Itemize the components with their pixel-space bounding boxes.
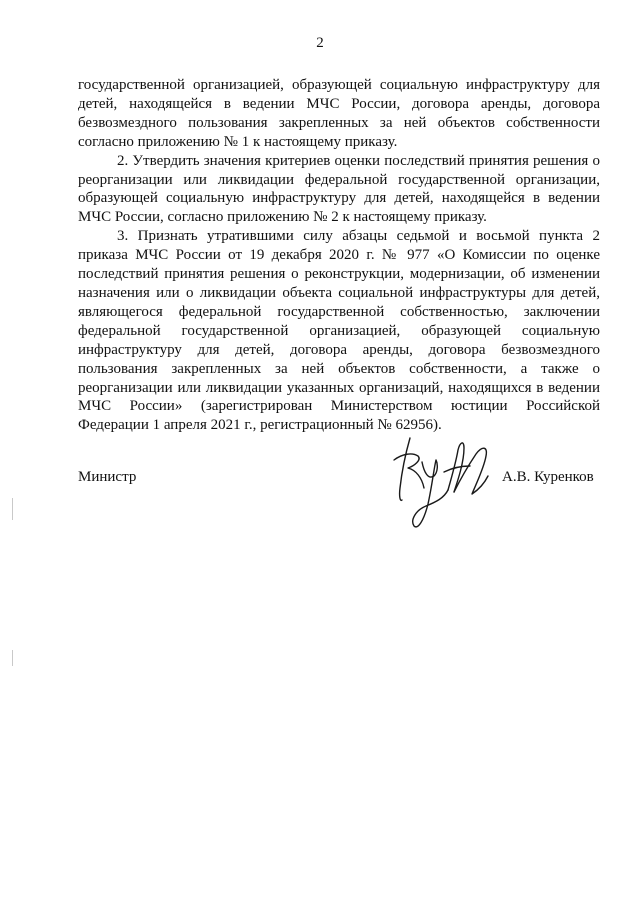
scan-edge-mark: [12, 498, 13, 520]
page-number: 2: [316, 35, 324, 51]
signatory-name: А.В. Куренков: [502, 469, 594, 485]
document-body: [78, 76, 600, 435]
paragraph-item-3: 3. Признать утратившими силу абзацы седьмой и восьмой пункта 2 приказа МЧС России от 19 декабря 2020 г. № 977 «О Комиссии по оценке последствий принятия решения о реконструкции, модернизации, об изменении назначения или о ликвидации объекта социальной инфраструктуры для детей, являющегося федеральной государственной собственностью, заключении федеральной государственной организацией, образующей социальную инфраструктуру для детей, договора аренды, договора безвозмездного пользования закрепленных за ней объектов собственности, а также о реорганизации или ликвидации указанных организаций, находящихся в ведении МЧС России» (зарегистрирован Министерством юстиции Российской Федерации 1 апреля 2021 г., регистрационный № 62956).: [78, 228, 600, 434]
paragraph-item-2: 2. Утвердить значения критериев оценки последствий принятия решения о реорганизации или ликвидации федеральной государственной организации, образующей социальную инфраструктуру для детей, находящейся в ведении МЧС России, согласно приложению № 2 к настоящему приказу.: [78, 152, 600, 226]
paragraph-continuation: государственной организацией, образующей социальную инфраструктуру для детей, находящейся в ведении МЧС России, договора аренды, договора безвозмездного пользования закрепленных за ней объектов собственности согласно приложению № 1 к настоящему приказу.: [78, 77, 600, 150]
handwritten-signature-icon: [388, 432, 498, 536]
signatory-title: Министр: [78, 469, 137, 485]
scan-edge-mark: [12, 650, 13, 666]
